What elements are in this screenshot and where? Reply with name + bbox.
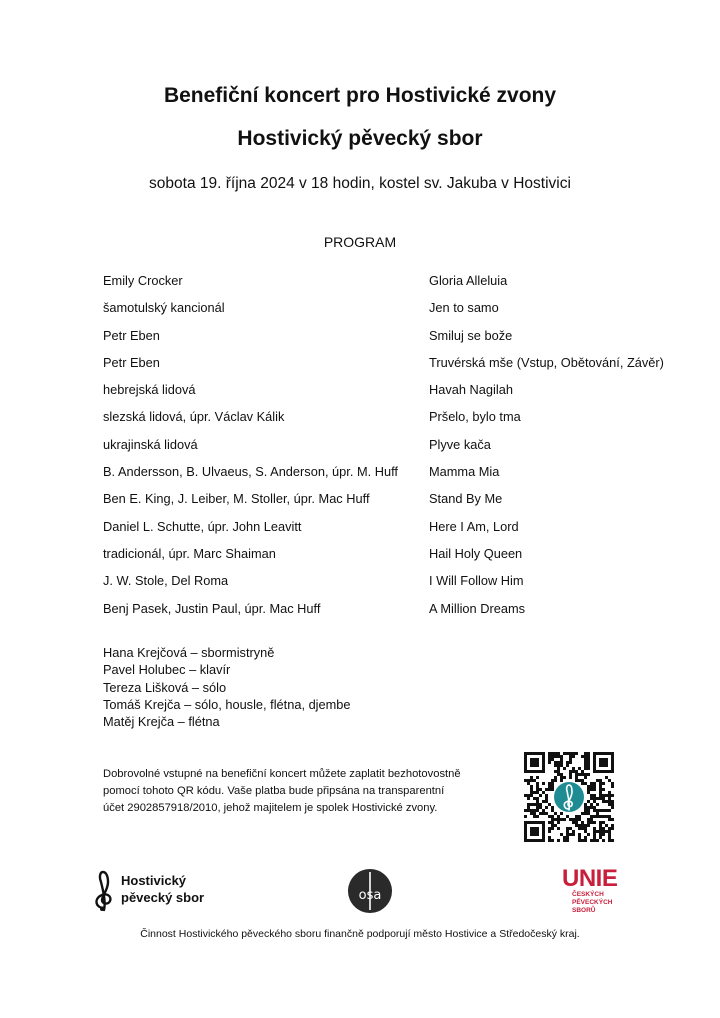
composer: šamotulský kancionál bbox=[103, 300, 225, 316]
composer: Petr Eben bbox=[103, 327, 160, 343]
unie-logo-line: SBORŮ bbox=[572, 907, 596, 914]
concert-title: Benefiční koncert pro Hostivické zvony bbox=[163, 84, 557, 107]
qr-code-icon bbox=[524, 752, 614, 842]
piece: Mamma Mia bbox=[429, 464, 500, 480]
performer: Tereza Lišková – sólo bbox=[103, 679, 227, 695]
osa-logo-text: osa bbox=[358, 888, 382, 903]
performer: Tomáš Krejča – sólo, housle, flétna, djembe bbox=[103, 696, 351, 712]
unie-logo-title: UNIE bbox=[562, 865, 618, 892]
piece: Hail Holy Queen bbox=[429, 545, 523, 561]
piece: Pršelo, bylo tma bbox=[429, 409, 521, 425]
piece: Smiluj se bože bbox=[429, 327, 513, 343]
program-heading: PROGRAM bbox=[323, 234, 397, 250]
composer: J. W. Stole, Del Roma bbox=[103, 573, 229, 589]
piece: Plyve kača bbox=[429, 436, 491, 452]
osa-logo bbox=[347, 868, 393, 914]
piece: I Will Follow Him bbox=[429, 573, 524, 589]
composer: Petr Eben bbox=[103, 354, 160, 370]
performer: Hana Krejčová – sbormistryně bbox=[103, 645, 275, 660]
performers-list bbox=[103, 644, 351, 730]
program-row bbox=[103, 381, 703, 408]
unie-logo-line: PĚVECKÝCH bbox=[572, 899, 613, 906]
performer: Pavel Holubec – klavír bbox=[103, 662, 231, 678]
composer: hebrejská lidová bbox=[103, 382, 196, 398]
donation-line: Dobrovolné vstupné na benefiční koncert můžete zaplatit bezhotovostně bbox=[103, 768, 461, 780]
program-row bbox=[103, 272, 703, 299]
unie-logo-line: ČESKÝCH bbox=[572, 891, 604, 898]
composer: slezská lidová, úpr. Václav Kálik bbox=[103, 409, 285, 425]
choir-logo-text bbox=[121, 872, 204, 906]
piece: Stand By Me bbox=[429, 491, 503, 507]
composer: Emily Crocker bbox=[103, 273, 183, 288]
choir-logo-line: pěvecký sbor bbox=[121, 890, 205, 905]
composer: Daniel L. Schutte, úpr. John Leavitt bbox=[103, 518, 302, 534]
composer: Benj Pasek, Justin Paul, úpr. Mac Huff bbox=[103, 600, 321, 616]
piece: Jen to samo bbox=[429, 300, 499, 316]
osa-logo-icon bbox=[347, 868, 393, 914]
donation-line: účet 2902857918/2010, jehož majitelem je spolek Hostivické zvony. bbox=[103, 801, 438, 814]
piece: Gloria Alleluia bbox=[429, 273, 508, 288]
program-list bbox=[103, 272, 703, 627]
composer: ukrajinská lidová bbox=[103, 436, 198, 452]
program-row bbox=[103, 436, 703, 463]
treble-clef-icon bbox=[90, 868, 120, 912]
piece: Here I Am, Lord bbox=[429, 518, 519, 534]
program-row bbox=[103, 463, 703, 490]
program-row bbox=[103, 354, 703, 381]
payment-qr-code[interactable] bbox=[524, 752, 614, 842]
composer: Ben E. King, J. Leiber, M. Stoller, úpr. Mac Huff bbox=[103, 491, 370, 507]
program-row bbox=[103, 572, 703, 599]
program-row bbox=[103, 600, 703, 627]
program-row bbox=[103, 299, 703, 326]
donation-line: pomocí tohoto QR kódu. Vaše platba bude připsána na transparentní bbox=[103, 784, 445, 797]
piece: Havah Nagilah bbox=[429, 382, 513, 398]
donation-text bbox=[103, 766, 513, 816]
footer-note: Činnost Hostivického pěveckého sboru finančně podporují město Hostivice a Středočeský kraj. bbox=[140, 928, 580, 940]
piece: Truvérská mše (Vstup, Obětování, Závěr) bbox=[429, 354, 664, 370]
piece: A Million Dreams bbox=[429, 600, 526, 616]
program-row bbox=[103, 518, 703, 545]
unie-logo bbox=[560, 862, 620, 918]
program-row bbox=[103, 545, 703, 572]
program-row bbox=[103, 327, 703, 354]
date-place: sobota 19. října 2024 v 18 hodin, kostel sv. Jakuba v Hostivici bbox=[149, 175, 571, 192]
unie-logo-icon bbox=[560, 862, 620, 918]
composer: tradicionál, úpr. Marc Shaiman bbox=[103, 545, 276, 561]
choir-name: Hostivický pěvecký sbor bbox=[237, 127, 483, 150]
program-row bbox=[103, 490, 703, 517]
performer: Matěj Krejča – flétna bbox=[103, 714, 220, 730]
choir-logo-line: Hostivický bbox=[121, 873, 187, 888]
composer: B. Andersson, B. Ulvaeus, S. Anderson, úpr. M. Huff bbox=[103, 464, 398, 480]
program-row bbox=[103, 408, 703, 435]
choir-logo bbox=[90, 868, 220, 912]
